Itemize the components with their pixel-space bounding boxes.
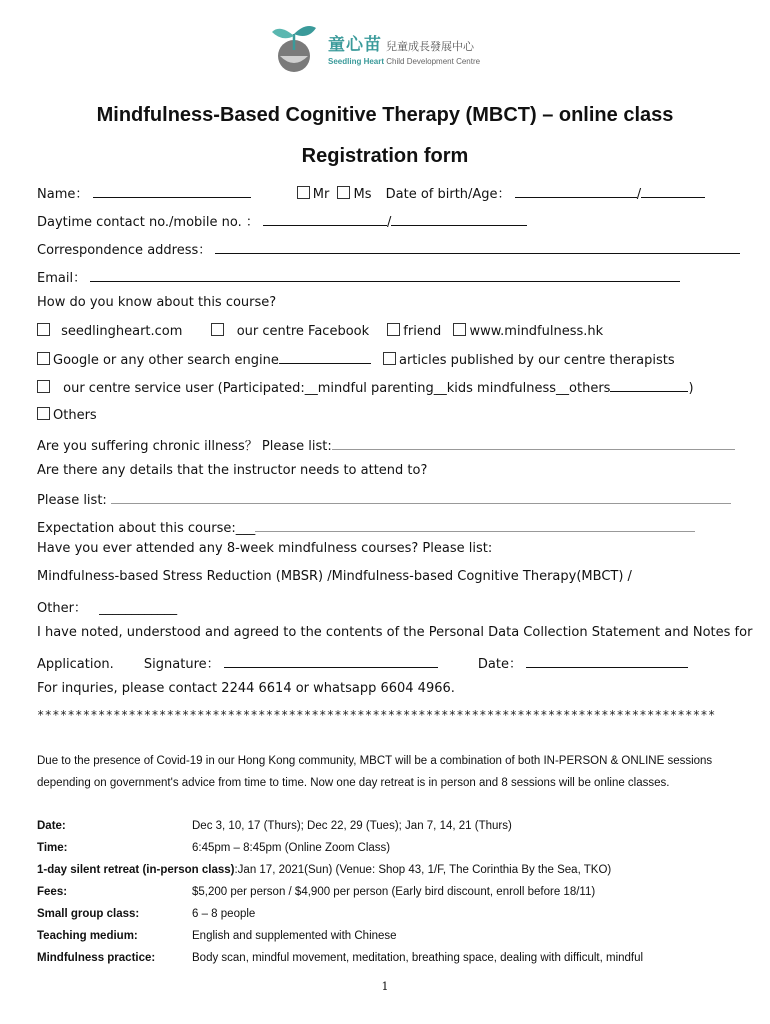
ms-checkbox[interactable] xyxy=(337,186,350,199)
mobile-field[interactable] xyxy=(391,213,527,226)
other-row xyxy=(37,597,177,616)
other-field[interactable]: ____________ xyxy=(99,601,178,616)
articles-checkbox[interactable] xyxy=(383,352,396,365)
details-list-row xyxy=(37,491,731,508)
attended-label: Have you ever attended any 8-week mindfulness courses? Please list: xyxy=(37,541,493,556)
name-field[interactable] xyxy=(93,185,251,198)
google-checkbox[interactable] xyxy=(37,352,50,365)
page-number: 1 xyxy=(381,980,389,993)
articles-label: articles published by our centre therapists xyxy=(399,353,675,368)
search-engine-field[interactable] xyxy=(279,351,371,364)
chronic-illness-label: Are you suffering chronic illness？ Please list: xyxy=(37,439,332,454)
website-label: www.mindfulness.hk xyxy=(469,324,604,339)
facebook-label: our centre Facebook xyxy=(236,324,370,339)
detail-fees: Fees: $5,200 per person / $4,900 per person (Early bird discount, enroll before 18/11) xyxy=(37,886,596,898)
expectation-label: Expectation about this course:___ xyxy=(37,521,256,536)
dob-label: Date of birth/Age： xyxy=(385,187,511,202)
logo-english-name: Seedling Heart Child Development Centre xyxy=(328,57,481,66)
facebook-checkbox[interactable] xyxy=(211,323,224,336)
chronic-illness-field[interactable] xyxy=(332,437,735,450)
expectation-field[interactable] xyxy=(255,519,695,532)
source-options-row-2 xyxy=(37,351,675,368)
source-options-row-3 xyxy=(37,379,694,396)
email-field[interactable] xyxy=(90,269,680,282)
address-label: Correspondence address： xyxy=(37,243,212,258)
address-row xyxy=(37,239,740,258)
please-list-label: Please list: xyxy=(37,493,107,508)
others-checkbox[interactable] xyxy=(37,407,50,420)
details-field[interactable] xyxy=(111,491,731,504)
website-checkbox[interactable] xyxy=(453,323,466,336)
signature-row xyxy=(37,653,688,672)
courses-line: Mindfulness-based Stress Reduction (MBSR) /Mindfulness-based Cognitive Therapy(MBCT) / xyxy=(37,569,632,584)
email-row xyxy=(37,267,680,286)
how-know-label: How do you know about this course? xyxy=(37,295,277,310)
detail-retreat: 1-day silent retreat (in-person class):Jan 17, 2021(Sun) (Venue: Shop 43, 1/F, The Corinthia By the Sea, TKO) xyxy=(37,864,612,876)
google-label: Google or any other search engine xyxy=(53,353,279,368)
chronic-illness-row xyxy=(37,435,735,454)
centre-logo xyxy=(268,20,480,76)
contact-label: Daytime contact no./mobile no. ： xyxy=(37,215,259,230)
detail-mindfulness-practice: Mindfulness practice: Body scan, mindful movement, meditation, breathing space, dealing with difficult, mindful xyxy=(37,952,644,964)
mr-label: Mr xyxy=(312,187,330,202)
dob-separator: / xyxy=(636,187,642,202)
enquiry-contact: For inquries, please contact 2244 6614 or whatsapp 6604 4966. xyxy=(37,681,455,696)
detail-time: Time: 6:45pm – 8:45pm (Online Zoom Class) xyxy=(37,842,391,854)
contact-separator: / xyxy=(387,215,392,230)
daytime-phone-field[interactable] xyxy=(263,213,387,226)
instructor-details-label: Are there any details that the instructor needs to attend to? xyxy=(37,463,428,478)
signature-field[interactable] xyxy=(224,655,438,668)
contact-row xyxy=(37,211,527,230)
seedling-label: seedlingheart.com xyxy=(61,324,183,339)
detail-date: Date: Dec 3, 10, 17 (Thurs); Dec 22, 29 (Tues); Jan 7, 14, 21 (Thurs) xyxy=(37,820,512,832)
source-options-row-4 xyxy=(37,407,97,423)
service-user-checkbox[interactable] xyxy=(37,380,50,393)
service-user-label: our centre service user (Participated:__mindful parenting__kids mindfulness__others xyxy=(63,381,611,396)
dob-field[interactable] xyxy=(515,185,637,198)
form-title: Mindfulness-Based Cognitive Therapy (MBCT) – online class xyxy=(96,104,674,126)
application-label: Application. xyxy=(37,657,114,672)
source-options-row-1 xyxy=(37,323,603,339)
ms-label: Ms xyxy=(353,187,372,202)
star-divider: ***************************************************************************************** xyxy=(37,708,716,722)
noted-statement: I have noted, understood and agreed to the contents of the Personal Data Collection Statement and Notes for xyxy=(37,625,753,640)
covid-notice: Due to the presence of Covid-19 in our Hong Kong community, MBCT will be a combination of both IN-PERSON & ONLINE sessions depending on government's advice from time to time. Now one day retreat is in person and 8 sessions will be online classes. xyxy=(37,755,713,789)
friend-label: friend xyxy=(403,324,442,339)
service-user-close-paren: ) xyxy=(688,381,694,396)
friend-checkbox[interactable] xyxy=(387,323,400,336)
signature-label: Signature： xyxy=(143,657,220,672)
seedling-logo-icon xyxy=(268,20,320,76)
date-label: Date： xyxy=(477,657,522,672)
detail-group-size: Small group class: 6 – 8 people xyxy=(37,908,256,920)
service-others-field[interactable] xyxy=(610,379,688,392)
email-label: Email： xyxy=(37,271,87,286)
expectation-row xyxy=(37,519,695,536)
address-field[interactable] xyxy=(215,241,740,254)
mr-checkbox[interactable] xyxy=(297,186,310,199)
age-field[interactable] xyxy=(641,185,705,198)
name-label: Name： xyxy=(37,187,89,202)
form-subtitle: Registration form xyxy=(301,145,469,167)
seedling-checkbox[interactable] xyxy=(37,323,50,336)
other-label: Other： xyxy=(37,601,87,616)
logo-chinese-name: 童心苗 兒童成長發展中心 xyxy=(328,35,474,55)
others-label: Others xyxy=(53,408,97,423)
name-row xyxy=(37,183,705,202)
detail-teaching-medium: Teaching medium: English and supplemented with Chinese xyxy=(37,930,397,942)
date-field[interactable] xyxy=(526,655,688,668)
